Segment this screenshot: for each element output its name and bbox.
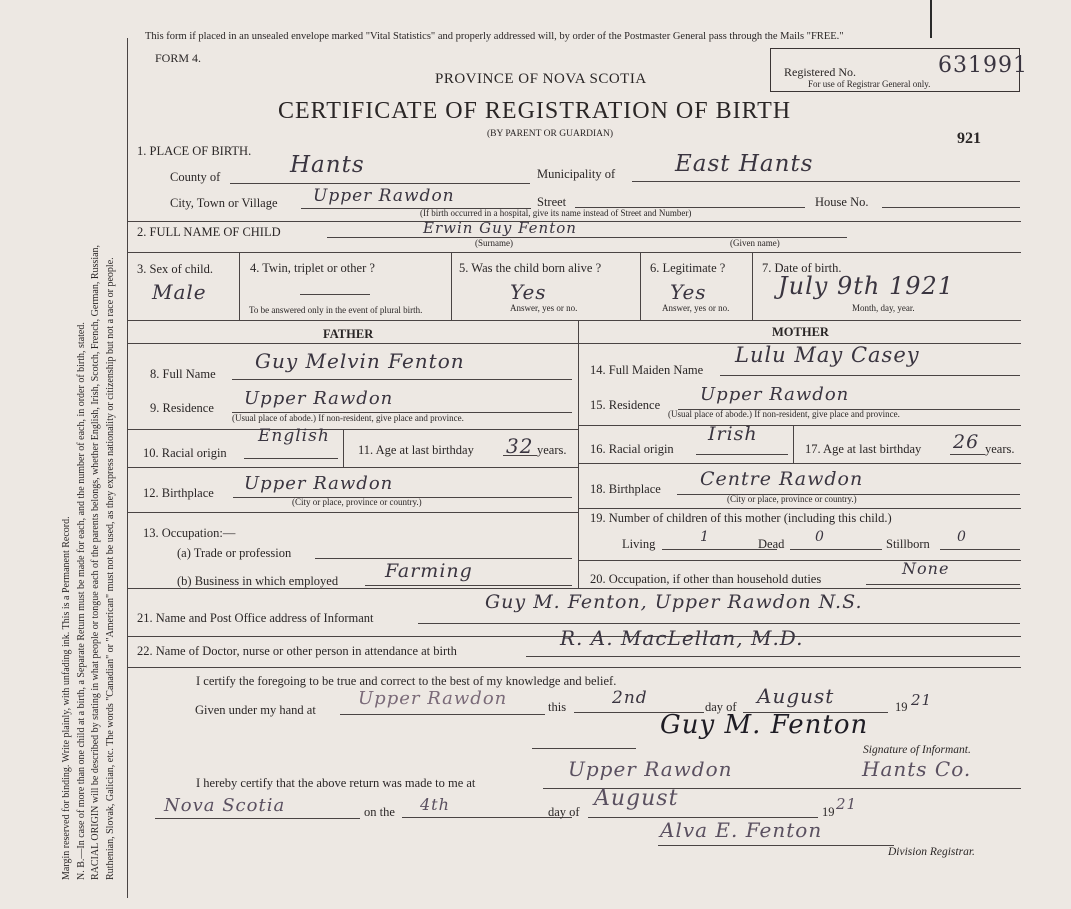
twin-label: 4. Twin, triplet or other ? (250, 261, 375, 275)
reg-day-line (402, 817, 572, 818)
twin-line (300, 294, 370, 295)
child-name-value: Erwin Guy Fenton (423, 219, 577, 237)
father-name-line (232, 379, 572, 380)
reg-province-line (155, 818, 360, 819)
dead-label: Dead (758, 537, 785, 551)
informant-line (418, 623, 1020, 624)
mother-birthplace-note: (City or place, province or country.) (727, 494, 857, 504)
mother-race-line (696, 454, 788, 455)
year-prefix: 19 (895, 700, 908, 714)
stillborn-value: 0 (957, 529, 967, 545)
reg-day-of-label: day of (548, 805, 580, 819)
mother-birthplace-label: 18. Birthplace (590, 482, 661, 496)
informant-signature-line (532, 748, 636, 749)
day-value: 2nd (612, 688, 648, 708)
mother-heading: MOTHER (772, 325, 829, 339)
birth-date-value: July 9th 1921 (778, 272, 955, 300)
legitimate-value: Yes (670, 280, 707, 304)
file-number: 921 (957, 130, 981, 147)
father-years-label: years. (537, 443, 567, 457)
place-of-birth-label: 1. PLACE OF BIRTH. (137, 144, 252, 158)
parents-divider (578, 320, 579, 588)
registrar-signature: Alva E. Fenton (660, 818, 823, 842)
divider-2 (128, 252, 1021, 253)
col-sep-4 (752, 252, 753, 320)
margin-notes (60, 20, 118, 880)
registrar-statement: I hereby certify that the above return was made to me at (196, 776, 476, 790)
stillborn-line (940, 549, 1020, 550)
city-label: City, Town or Village (170, 196, 278, 210)
father-col-sep (343, 429, 344, 467)
doctor-label: 22. Name of Doctor, nurse or other person in attendance at birth (137, 644, 457, 658)
mother-birthplace-value: Centre Rawdon (700, 468, 864, 490)
certificate-subtitle: (BY PARENT OR GUARDIAN) (487, 129, 614, 139)
reg-year-prefix: 19 (822, 805, 835, 819)
municipality-label: Municipality of (537, 167, 616, 181)
divider-5 (128, 588, 1021, 589)
mother-race-label: 16. Racial origin (590, 442, 674, 456)
mail-notice: This form if placed in an unsealed envelope marked "Vital Statistics" and properly addressed will, by order of the Postmaster General pass through the Mails "FREE." (145, 31, 844, 42)
reg-year-value: 21 (836, 795, 858, 813)
mother-residence-value: Upper Rawdon (700, 384, 850, 405)
stillborn-label: Stillborn (886, 537, 930, 551)
stamp-mark (930, 0, 932, 38)
alive-value: Yes (510, 280, 547, 304)
children-count-label: 19. Number of children of this mother (including this child.) (590, 511, 892, 525)
legitimate-note: Answer, yes or no. (662, 303, 730, 313)
house-no-label: House No. (815, 195, 869, 209)
birth-date-label: 7. Date of birth. (762, 261, 842, 275)
father-heading: FATHER (323, 327, 374, 341)
divider-7 (128, 667, 1021, 668)
mother-residence-label: 15. Residence (590, 398, 661, 412)
given-label: Given under my hand at (195, 703, 316, 717)
father-residence-value: Upper Rawdon (244, 388, 394, 409)
father-divider-2 (128, 467, 578, 468)
mother-occupation-label: 20. Occupation, if other than household duties (590, 572, 822, 586)
father-divider-1 (128, 429, 578, 430)
reg-county-value: Hants Co. (862, 757, 972, 781)
mother-age-line (950, 454, 985, 455)
alive-label: 5. Was the child born alive ? (459, 261, 602, 275)
father-occupation-label: 13. Occupation:— (143, 526, 236, 540)
child-name-label: 2. FULL NAME OF CHILD (137, 225, 281, 239)
father-birthplace-value: Upper Rawdon (244, 473, 394, 494)
trade-line (315, 558, 572, 559)
birth-date-note: Month, day, year. (852, 303, 915, 313)
on-label: on the (364, 805, 395, 819)
surname-note: (Surname) (475, 238, 513, 248)
mother-name-label: 14. Full Maiden Name (590, 363, 704, 377)
mother-divider-2 (578, 463, 1021, 464)
year-value: 21 (911, 691, 933, 709)
father-name-label: 8. Full Name (150, 367, 216, 381)
living-label: Living (622, 537, 656, 551)
county-value: Hants (290, 152, 365, 178)
father-residence-note: (Usual place of abode.) If non-resident, give place and province. (232, 413, 464, 423)
alive-note: Answer, yes or no. (510, 303, 578, 313)
col-sep-3 (640, 252, 641, 320)
doctor-line (526, 656, 1020, 657)
father-race-line (244, 458, 338, 459)
informant-label: 21. Name and Post Office address of Informant (137, 611, 374, 625)
mother-residence-note: (Usual place of abode.) If non-resident, give place and province. (668, 409, 900, 419)
mother-divider-1 (578, 425, 1021, 426)
county-label: County of (170, 170, 221, 184)
col-sep-1 (239, 252, 240, 320)
registered-label: Registered No. (784, 65, 856, 79)
margin-note-4: Ruthenian, Slovak, Galician, etc. The words "Canadian" or "American" must not be used, as they express nationality or citizenship but not a race or people. (104, 257, 116, 880)
house-no-line (882, 207, 1020, 208)
father-birthplace-note: (City or place, province or country.) (292, 497, 422, 507)
sex-value: Male (152, 280, 207, 304)
signature-label: Signature of Informant. (863, 744, 971, 756)
divider-3 (128, 320, 1021, 321)
city-value: Upper Rawdon (313, 186, 455, 206)
form-left-border (127, 38, 128, 898)
trade-label: (a) Trade or profession (177, 546, 292, 560)
dead-line (790, 549, 882, 550)
mother-occupation-line (866, 584, 1020, 585)
father-age-label: 11. Age at last birthday (358, 443, 474, 457)
mother-years-label: years. (985, 442, 1015, 456)
father-birthplace-label: 12. Birthplace (143, 486, 214, 500)
hospital-note: (If birth occurred in a hospital, give its name instead of Street and Number) (420, 208, 692, 218)
mother-divider-4 (578, 560, 1021, 561)
mother-occupation-value: None (902, 559, 950, 578)
reg-place-value: Upper Rawdon (568, 757, 733, 781)
month-value: August (757, 684, 835, 708)
mother-name-value: Lulu May Casey (735, 343, 920, 367)
father-name-value: Guy Melvin Fenton (255, 349, 465, 373)
registrar-signature-line (658, 845, 894, 846)
registrar-note: For use of Registrar General only. (808, 79, 931, 89)
col-sep-2 (451, 252, 452, 320)
mother-age-value: 26 (953, 431, 980, 453)
street-label: Street (537, 195, 567, 209)
margin-note-1: Margin reserved for binding. Write plainly, with unfading ink. This is a Permanent Record. (61, 516, 72, 880)
given-place-line (340, 714, 545, 715)
reg-day-value: 4th (420, 795, 450, 814)
sex-label: 3. Sex of child. (137, 262, 214, 276)
doctor-value: R. A. MacLellan, M.D. (560, 626, 804, 650)
informant-signature: Guy M. Fenton (660, 710, 869, 740)
mother-age-label: 17. Age at last birthday (805, 442, 922, 456)
given-name-note: (Given name) (730, 238, 780, 248)
dead-value: 0 (815, 529, 825, 545)
province-heading: PROVINCE OF NOVA SCOTIA (435, 71, 647, 87)
certificate-title: CERTIFICATE OF REGISTRATION OF BIRTH (278, 98, 792, 124)
county-line (230, 183, 530, 184)
mother-name-line (720, 375, 1020, 376)
municipality-line (632, 181, 1020, 182)
registrar-label: Division Registrar. (888, 846, 975, 858)
given-place-value: Upper Rawdon (358, 688, 508, 709)
informant-value: Guy M. Fenton, Upper Rawdon N.S. (485, 591, 863, 613)
mother-race-value: Irish (708, 423, 758, 445)
legitimate-label: 6. Legitimate ? (650, 261, 726, 275)
margin-note-2: N. B.—In case of more than one child at a birth, a Separate Return must be made for each, and the number of each, in order of birth, stated. (75, 322, 87, 880)
business-label: (b) Business in which employed (177, 574, 339, 588)
father-age-value: 32 (506, 434, 534, 458)
reg-province-value: Nova Scotia (164, 795, 286, 816)
living-value: 1 (700, 529, 710, 545)
this-label: this (548, 700, 567, 714)
reg-month-value: August (594, 786, 679, 811)
registered-number: 631991 (938, 53, 1028, 78)
father-residence-label: 9. Residence (150, 401, 214, 415)
municipality-value: East Hants (675, 151, 814, 177)
twin-note: To be answered only in the event of plural birth. (249, 305, 423, 315)
mother-col-sep (793, 425, 794, 463)
mother-divider-3 (578, 508, 1021, 509)
father-divider-3 (128, 512, 578, 513)
form-number: FORM 4. (155, 51, 202, 65)
day-of-label: day of (705, 700, 737, 714)
business-line (365, 585, 572, 586)
father-race-value: English (258, 426, 330, 446)
margin-note-3: RACIAL ORIGIN will be described by stating in what people or tongue each of the parents belongs, whether English, Irish, Scotch, French, German, Russian, (90, 244, 101, 880)
business-value: Farming (385, 560, 473, 582)
certify-statement: I certify the foregoing to be true and correct to the best of my knowledge and belief. (196, 674, 617, 688)
father-race-label: 10. Racial origin (143, 446, 227, 460)
